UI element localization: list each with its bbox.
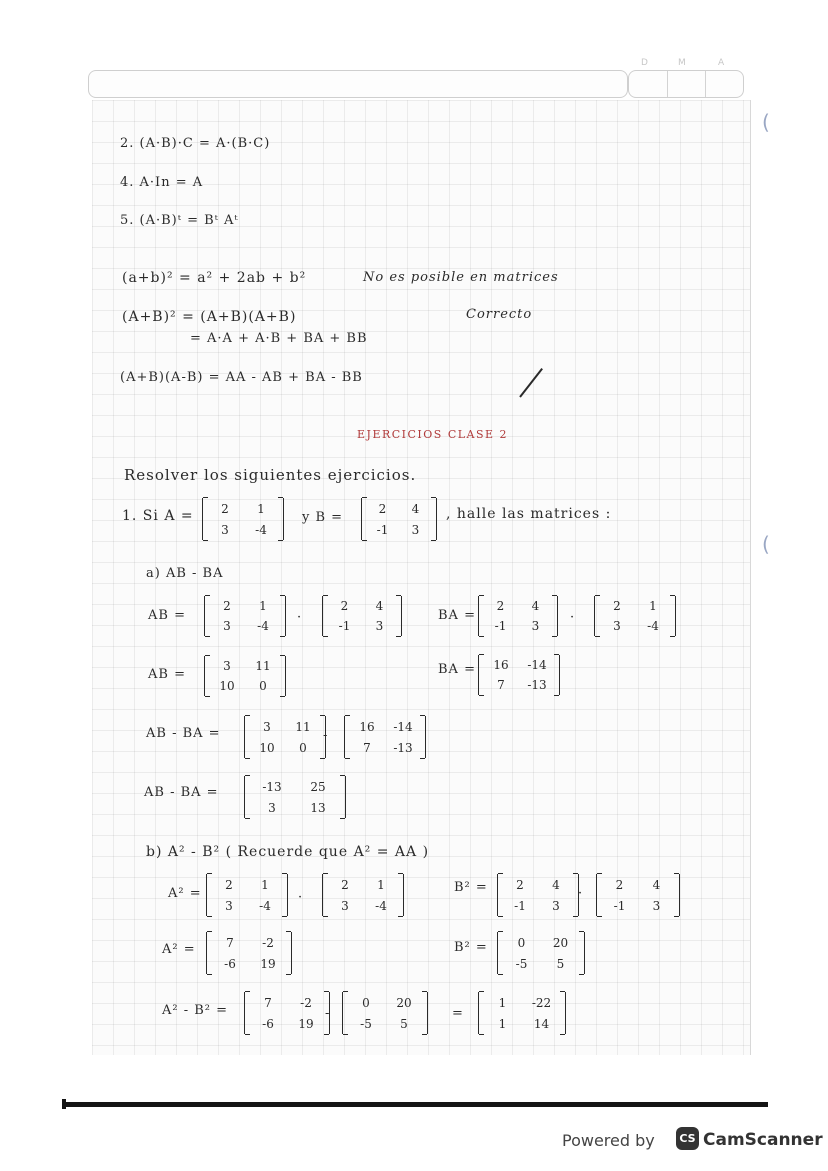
exercise-ask: , halle las matrices : <box>446 506 612 522</box>
exercise-and: y B = <box>302 510 344 525</box>
diff-label: AB - BA = <box>144 785 219 800</box>
diff-label: AB - BA = <box>146 726 221 741</box>
binder-hole-icon: ( <box>762 532 770 556</box>
section-title: EJERCICIOS CLASE 2 <box>357 428 509 441</box>
matrix-a: 2 1 3 -4 <box>206 874 288 916</box>
matrix-a: 2 1 3 -4 <box>202 498 284 540</box>
matrix-ab: 3 11 10 0 <box>204 656 286 696</box>
note-line: No es posible en matrices <box>363 270 559 285</box>
scan-edge <box>62 1102 768 1107</box>
note-line: (A+B)(A-B) = AA - AB + BA - BB <box>120 370 363 385</box>
property-line: 2. (A·B)·C = A·(B·C) <box>120 136 271 151</box>
instruction: Resolver los siguientes ejercicios. <box>124 466 417 484</box>
matrix-ba: 16 -14 7 -13 <box>478 655 560 695</box>
dot: · <box>298 890 304 905</box>
ab-label: AB = <box>148 608 186 623</box>
note-line: (a+b)² = a² + 2ab + b² <box>122 270 307 286</box>
matrix-b: 2 4 -1 3 <box>361 498 437 540</box>
dot: · <box>578 886 584 901</box>
powered-by-text: Powered by <box>562 1131 655 1150</box>
matrix-a: 2 1 3 -4 <box>322 874 404 916</box>
b2-label: B² = <box>454 940 488 955</box>
matrix-a2: 7 -2 -6 19 <box>244 992 330 1034</box>
part-a-title: a) AB - BA <box>146 566 224 581</box>
date-label-day: D <box>641 58 648 68</box>
camscanner-brand: CamScanner <box>703 1130 823 1150</box>
a2-label: A² = <box>162 942 196 957</box>
minus-sign: - <box>323 728 329 743</box>
matrix-a: 2 1 3 -4 <box>594 596 676 636</box>
a2-b2-label: A² - B² = <box>162 1003 229 1018</box>
exercise-prefix: 1. Si A = <box>122 508 194 524</box>
b2-label: B² = <box>454 880 488 895</box>
note-line: (A+B)² = (A+B)(A+B) <box>122 309 297 325</box>
date-label-month: M <box>678 58 686 68</box>
equals-sign: = <box>452 1006 464 1021</box>
property-line: 4. A·In = A <box>120 175 204 190</box>
matrix-b: 2 4 -1 3 <box>497 874 579 916</box>
ba-label: BA = <box>438 662 476 677</box>
ab-label: AB = <box>148 667 186 682</box>
matrix-final: 1 -22 1 14 <box>478 992 566 1034</box>
matrix-b: 2 4 -1 3 <box>478 596 558 636</box>
header-box <box>88 70 628 98</box>
note-line: Correcto <box>466 307 533 322</box>
matrix-b2: 0 20 -5 5 <box>497 932 585 974</box>
matrix-b2: 0 20 -5 5 <box>342 992 428 1034</box>
matrix-b: 2 4 -1 3 <box>322 596 402 636</box>
matrix-ab: 3 11 10 0 <box>244 716 326 758</box>
note-line: = A·A + A·B + BA + BB <box>190 331 368 346</box>
binder-hole-icon: ( <box>762 110 770 134</box>
matrix-ba: 16 -14 7 -13 <box>344 716 426 758</box>
camscanner-logo-icon: CS <box>676 1127 699 1150</box>
matrix-a: 2 1 3 -4 <box>204 596 286 636</box>
matrix-b: 2 4 -1 3 <box>596 874 680 916</box>
ba-label: BA = <box>438 608 476 623</box>
dot: · <box>297 610 303 625</box>
minus-sign: - <box>325 1006 331 1021</box>
a2-label: A² = <box>168 886 202 901</box>
date-label-year: A <box>718 58 725 68</box>
matrix-diff: -13 25 3 13 <box>244 776 346 818</box>
dot: · <box>570 610 576 625</box>
matrix-a2: 7 -2 -6 19 <box>206 932 292 974</box>
part-b-title: b) A² - B² ( Recuerde que A² = AA ) <box>146 844 430 860</box>
property-line: 5. (A·B)ᵗ = Bᵗ Aᵗ <box>120 213 239 228</box>
date-box <box>628 70 744 98</box>
